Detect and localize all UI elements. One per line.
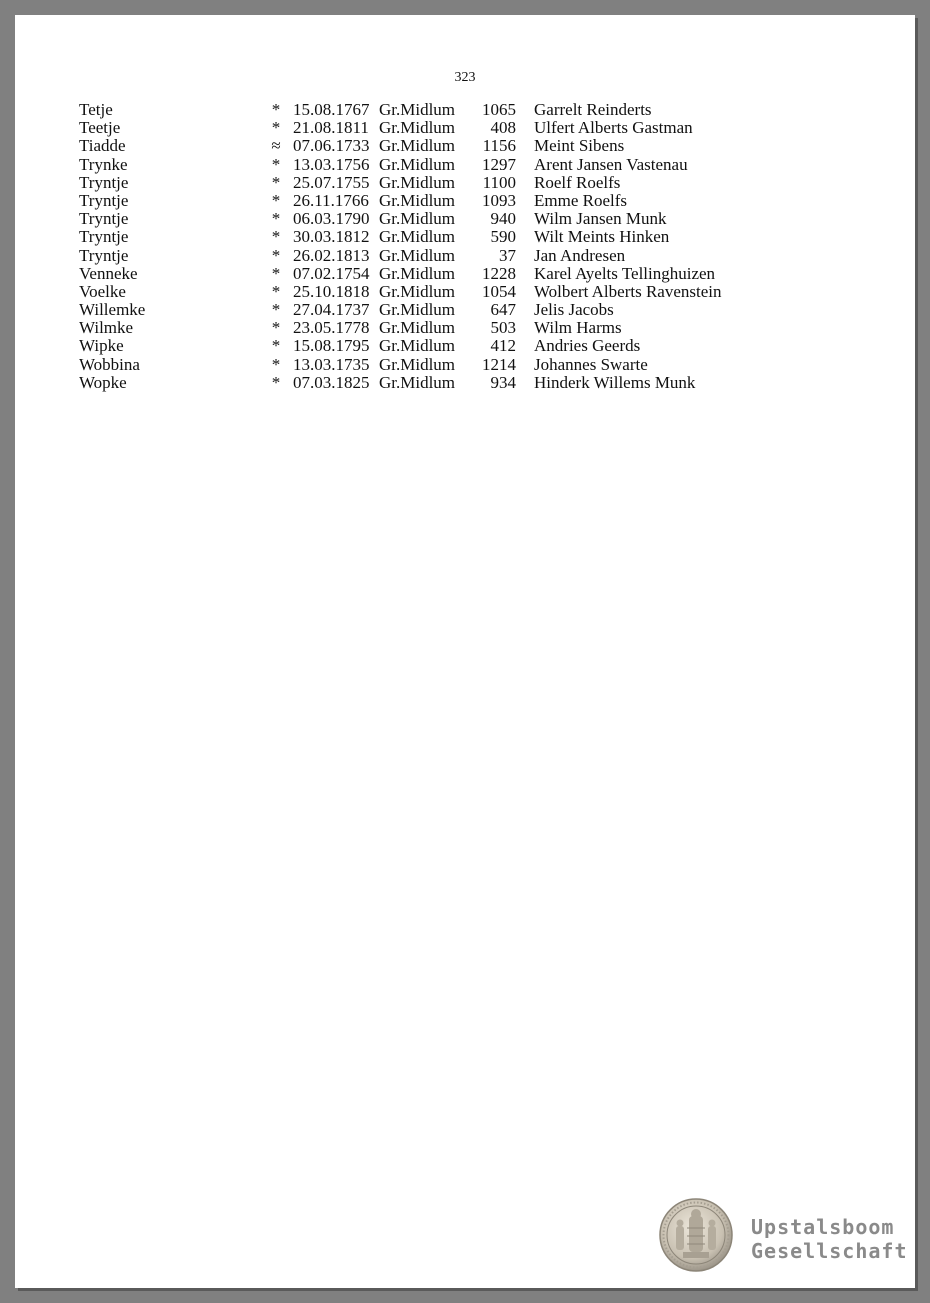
entry-place: Gr.Midlum: [379, 372, 456, 392]
entry-date: 26.02.1813: [293, 245, 370, 265]
entry-father: Ulfert Alberts Gastman: [534, 118, 693, 138]
entry-date: 07.03.1825: [293, 372, 370, 392]
entry-father: Johannes Swarte: [534, 354, 648, 374]
entry-date: 13.03.1735: [293, 354, 370, 374]
entry-name: Tryntje: [79, 209, 129, 229]
entry-date: 07.06.1733: [293, 136, 370, 156]
entry-symbol: *: [271, 354, 281, 374]
entry-date: 25.07.1755: [293, 172, 370, 192]
entry-symbol: *: [271, 245, 281, 265]
entry-number: 408: [490, 118, 516, 138]
entry-name: Wilmke: [79, 318, 134, 338]
entry-place: Gr.Midlum: [379, 154, 456, 174]
page-number: 323: [454, 70, 476, 85]
entry-symbol: *: [271, 190, 281, 210]
entry-name: Trynke: [79, 154, 128, 174]
society-wordmark-line1: Upstalsboom: [751, 1215, 895, 1239]
entry-place: Gr.Midlum: [379, 263, 456, 283]
entry-number: 647: [490, 300, 516, 320]
entry-place: Gr.Midlum: [379, 227, 456, 247]
entry-number: 934: [490, 372, 516, 392]
entry-father: Wolbert Alberts Ravenstein: [534, 281, 722, 301]
entry-father: Wilt Meints Hinken: [534, 227, 670, 247]
entry-number: 1093: [482, 190, 516, 210]
entry-symbol: *: [271, 100, 281, 119]
entry-number: 503: [490, 318, 516, 338]
society-wordmark: [751, 1215, 908, 1263]
entry-place: Gr.Midlum: [379, 336, 456, 356]
entry-place: Gr.Midlum: [379, 118, 456, 138]
entry-place: Gr.Midlum: [379, 172, 456, 192]
upstalsboom-seal-icon: [659, 1198, 733, 1272]
entry-place: Gr.Midlum: [379, 245, 456, 265]
entry-place: Gr.Midlum: [379, 300, 456, 320]
entry-place: Gr.Midlum: [379, 190, 456, 210]
entry-date: 27.04.1737: [293, 300, 370, 320]
entry-name: Tiadde: [79, 136, 126, 156]
entry-symbol: *: [271, 209, 281, 229]
entry-date: 07.02.1754: [293, 263, 370, 283]
entry-date: 23.05.1778: [293, 318, 370, 338]
entry-number: 1297: [482, 154, 516, 174]
entry-father: Andries Geerds: [534, 336, 641, 356]
entry-number: 1156: [482, 136, 516, 156]
entry-father: Wilm Harms: [534, 318, 622, 338]
entry-name: Voelke: [79, 281, 126, 301]
entry-number: 1054: [482, 281, 516, 301]
entry-date: 13.03.1756: [293, 154, 370, 174]
entry-place: Gr.Midlum: [379, 354, 456, 374]
entry-father: Emme Roelfs: [534, 190, 628, 210]
entry-symbol: *: [271, 263, 281, 283]
entry-father: Garrelt Reinderts: [534, 100, 652, 119]
entry-name: Tryntje: [79, 245, 129, 265]
entry-name: Wobbina: [79, 354, 140, 374]
entry-place: Gr.Midlum: [379, 318, 456, 338]
entry-symbol: ≈: [271, 136, 281, 156]
entry-number: 1214: [482, 354, 516, 374]
entry-name: Tetje: [79, 100, 113, 119]
entry-symbol: *: [271, 300, 281, 320]
entry-father: Roelf Roelfs: [534, 172, 621, 192]
entry-number: 412: [490, 336, 516, 356]
entry-name: Wopke: [79, 372, 127, 392]
entry-symbol: *: [271, 336, 281, 356]
entry-symbol: *: [271, 227, 281, 247]
entry-number: 1100: [482, 172, 516, 192]
entry-name: Teetje: [79, 118, 121, 138]
entry-number: 1228: [482, 263, 516, 283]
entry-father: Karel Ayelts Tellinghuizen: [534, 263, 716, 283]
entry-number: 940: [490, 209, 516, 229]
entry-symbol: *: [271, 318, 281, 338]
entry-date: 25.10.1818: [293, 281, 370, 301]
entry-number: 37: [499, 245, 516, 265]
entry-place: Gr.Midlum: [379, 281, 456, 301]
entry-place: Gr.Midlum: [379, 209, 456, 229]
entry-symbol: *: [271, 118, 281, 138]
entry-name: Tryntje: [79, 172, 129, 192]
entry-date: 15.08.1795: [293, 336, 370, 356]
entry-name: Tryntje: [79, 227, 129, 247]
entry-place: Gr.Midlum: [379, 136, 456, 156]
entry-symbol: *: [271, 172, 281, 192]
entry-number: 1065: [482, 100, 516, 119]
entry-date: 15.08.1767: [293, 100, 370, 119]
entry-symbol: *: [271, 154, 281, 174]
entry-place: Gr.Midlum: [379, 100, 456, 119]
entry-name: Willemke: [79, 300, 146, 320]
entry-date: 26.11.1766: [293, 190, 369, 210]
entry-father: Meint Sibens: [534, 136, 625, 156]
entry-number: 590: [490, 227, 516, 247]
entry-name: Tryntje: [79, 190, 129, 210]
entry-father: Arent Jansen Vastenau: [534, 154, 688, 174]
entry-father: Jan Andresen: [534, 245, 626, 265]
entry-father: Wilm Jansen Munk: [534, 209, 667, 229]
entry-symbol: *: [271, 372, 281, 392]
document-page: [15, 15, 915, 1288]
entry-father: Jelis Jacobs: [534, 300, 614, 320]
entry-date: 30.03.1812: [293, 227, 370, 247]
entry-date: 06.03.1790: [293, 209, 370, 229]
entry-symbol: *: [271, 281, 281, 301]
entry-name: Venneke: [79, 263, 138, 283]
entry-name: Wipke: [79, 336, 124, 356]
entry-father: Hinderk Willems Munk: [534, 372, 696, 392]
society-wordmark-line2: Gesellschaft: [751, 1239, 908, 1263]
entry-date: 21.08.1811: [293, 118, 369, 138]
